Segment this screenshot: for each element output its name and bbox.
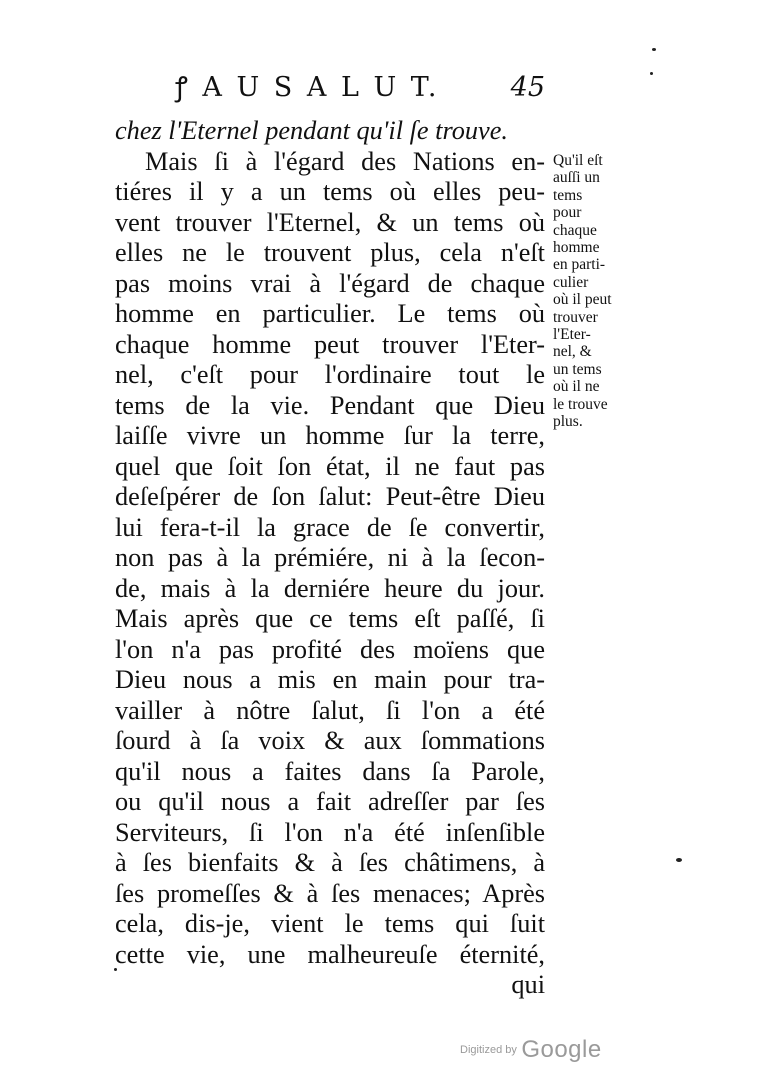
text-line: tems de la vie. Pendant que Dieu xyxy=(115,390,545,420)
margin-note-line: plus. xyxy=(553,413,583,431)
margin-note-line: tems xyxy=(553,186,583,204)
text-line: quel que ſoit ſon état, il ne faut pas xyxy=(115,451,545,481)
main-text-block xyxy=(115,116,545,1001)
margin-note-line: en parti- xyxy=(553,256,606,274)
text-line: homme en particulier. Le tems où xyxy=(115,299,545,328)
text-line: vent trouver l'Eternel, & un tems où xyxy=(115,207,545,237)
google-logo: Google xyxy=(521,1036,602,1063)
margin-note-line: auſſi un xyxy=(553,169,600,187)
scan-speck xyxy=(676,858,682,862)
margin-note-line: nel, & xyxy=(553,343,592,361)
margin-note-line: chaque xyxy=(553,221,597,239)
text-line: vailler à nôtre ſalut, ſi l'on a été xyxy=(115,695,545,725)
text-line: Mais après que ce tems eſt paſſé, ſi xyxy=(115,604,545,633)
text-line: chaque homme peut trouver l'Eter- xyxy=(115,329,545,359)
text-line: elles ne le trouvent plus, cela n'eſt xyxy=(115,238,545,267)
text-line: ſes promeſſes & à ſes menaces; Après xyxy=(115,878,545,908)
text-line: Serviteurs, ſi l'on n'a été inſenſible xyxy=(115,817,545,847)
text-line: non pas à la prémiére, ni à la ſecon- xyxy=(115,543,545,572)
text-line: Mais ſi à l'égard des Nations en- xyxy=(145,146,545,176)
text-line: l'on n'a pas profité des moïens que xyxy=(115,634,545,664)
text-line: pas moins vrai à l'égard de chaque xyxy=(115,268,545,298)
text-line: de, mais à la derniére heure du jour. xyxy=(115,573,545,603)
scan-speck xyxy=(652,48,656,51)
margin-note-line: Qu'il eſt xyxy=(553,152,603,169)
text-line: cela, dis-je, vient le tems qui ſuit xyxy=(115,909,545,938)
text-line: à ſes bienfaits & à ſes châtimens, à xyxy=(115,848,545,877)
text-line: deſeſpérer de ſon ſalut: Peut-être Dieu xyxy=(115,482,545,511)
text-line: Dieu nous a mis en main pour tra- xyxy=(115,665,545,694)
margin-note-line: homme xyxy=(553,239,600,257)
margin-note xyxy=(553,152,639,431)
text-line: laiſſe vivre un homme ſur la terre, xyxy=(115,421,545,450)
scan-speck xyxy=(114,968,117,971)
margin-note-line: où il peut xyxy=(553,291,612,309)
digitized-label: Digitized by xyxy=(460,1044,517,1056)
margin-note-line: trouver xyxy=(553,308,598,326)
scan-speck xyxy=(650,72,653,75)
margin-note-line: un tems xyxy=(553,360,602,378)
text-line: cette vie, une malheureuſe éternité, xyxy=(115,939,545,969)
text-line: ou qu'il nous a fait adreſſer par ſes xyxy=(115,787,545,816)
margin-note-line: l'Eter- xyxy=(553,326,591,344)
margin-note-line: pour xyxy=(553,204,582,222)
margin-note-line: le trouve xyxy=(553,395,608,413)
margin-note-line: où il ne xyxy=(553,378,600,396)
text-line: nel, c'eſt pour l'ordinaire tout le xyxy=(115,360,545,389)
page-number: 45 xyxy=(510,72,545,103)
text-line: ſourd à ſa voix & aux ſommations xyxy=(115,726,545,755)
catchword: qui xyxy=(511,970,545,999)
text-line: tiéres il y a un tems où elles peu- xyxy=(115,177,545,206)
text-line: qu'il nous a faites dans ſa Parole, xyxy=(115,756,545,786)
text-line: lui fera-t-il la grace de ſe convertir, xyxy=(115,512,545,542)
running-head xyxy=(175,70,545,106)
text-line: chez l'Eternel pendant qu'il ſe trouve. xyxy=(115,116,508,145)
digitized-by-google-watermark xyxy=(460,1036,602,1066)
margin-note-line: culier xyxy=(553,273,589,291)
running-title: ꝭ A U S A L U T. xyxy=(175,72,440,103)
